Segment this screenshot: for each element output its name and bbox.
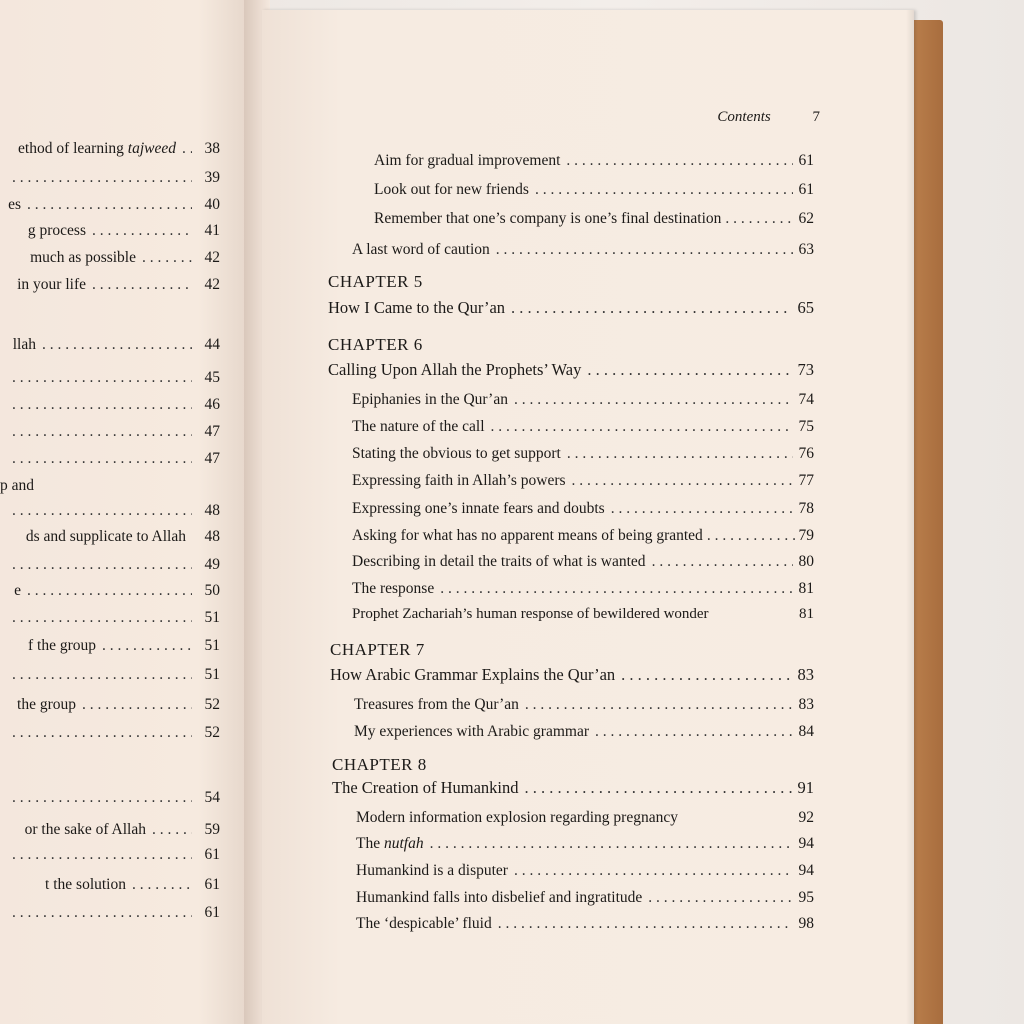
entry-page: 49 (204, 556, 220, 573)
entry-page: 65 (797, 298, 814, 317)
entry-title-italic: nutfah (383, 835, 424, 852)
entry-title: Expressing faith in Allah’s powers (352, 472, 566, 489)
entry-title: p and (0, 477, 35, 494)
page-edge-shadow (906, 10, 914, 1024)
entry-page: 83 (798, 696, 814, 713)
entry-page: 54 (204, 789, 220, 806)
entry-page: 61 (798, 181, 814, 198)
toc-entry (28, 222, 220, 240)
entry-page: 94 (798, 835, 814, 852)
toc-entry (374, 152, 814, 170)
entry-title: ethod of learning (18, 140, 128, 157)
entry-title: in your life (17, 276, 86, 293)
entry-title: Humankind falls into disbelief and ingratitude (356, 889, 643, 906)
entry-title: es (8, 196, 21, 213)
chapter-heading: CHAPTER 6 (328, 335, 423, 354)
entry-page: 46 (204, 396, 220, 413)
entry-page: 47 (204, 450, 220, 467)
toc-entry (352, 580, 814, 598)
toc-entry (352, 527, 814, 545)
entry-page: 78 (798, 500, 814, 517)
entry-title: Describing in detail the traits of what is wanted (352, 553, 646, 570)
entry-title: Aim for gradual improvement (374, 152, 561, 169)
toc-entry (18, 140, 220, 158)
entry-title: Asking for what has no apparent means of being granted (352, 527, 703, 544)
entry-page: 62 (798, 210, 814, 227)
toc-entry (328, 360, 814, 380)
entry-page: 81 (799, 606, 814, 622)
entry-title: Remember that one’s company is one’s final destination (374, 210, 722, 227)
entry-page: 81 (798, 580, 814, 597)
toc-entry (352, 606, 814, 623)
entry-page: 92 (798, 809, 814, 826)
entry-page: 48 (204, 502, 220, 519)
entry-page: 83 (797, 665, 814, 684)
chapter-heading: CHAPTER 7 (330, 640, 425, 659)
entry-page: 98 (798, 915, 814, 932)
entry-page: 50 (204, 582, 220, 599)
entry-title: How I Came to the Qur’an (328, 298, 506, 317)
entry-title: My experiences with Arabic grammar (354, 723, 589, 740)
toc-entry (352, 445, 814, 463)
toc-entry (352, 472, 814, 490)
entry-title: Stating the obvious to get support (352, 445, 561, 462)
toc-entry (374, 181, 814, 199)
toc-entry (6, 369, 220, 387)
toc-entry (354, 723, 814, 741)
entry-title: f the group (27, 637, 96, 654)
toc-entry (6, 502, 220, 520)
toc-entry (13, 336, 220, 354)
entry-title: the group (17, 696, 76, 713)
entry-page: 91 (797, 778, 814, 797)
entry-page: 52 (204, 696, 220, 713)
toc-entry (352, 500, 814, 518)
toc-entry (30, 249, 220, 267)
entry-page: 76 (798, 445, 814, 462)
entry-title: Epiphanies in the Qur’an (352, 391, 508, 408)
toc-entry (14, 582, 220, 600)
entry-title: g process (27, 222, 86, 239)
toc-entry (6, 904, 220, 922)
entry-title-italic: tajweed (127, 140, 176, 157)
toc-entry (330, 665, 814, 685)
toc-entry (352, 241, 814, 259)
entry-title: The response (352, 580, 435, 597)
entry-page: 47 (204, 423, 220, 440)
toc-entry (8, 196, 220, 214)
toc-entry (328, 298, 814, 318)
entry-page: 51 (204, 609, 220, 626)
entry-page: 94 (798, 862, 814, 879)
toc-entry (356, 915, 814, 933)
toc-entry (6, 846, 220, 864)
entry-title: The (356, 835, 384, 852)
entry-page: 38 (204, 140, 220, 157)
entry-page: 61 (204, 846, 220, 863)
left-page (0, 0, 248, 1024)
entry-title: Prophet Zachariah’s human response of bewildered wonder (352, 606, 709, 622)
entry-page: 51 (204, 666, 220, 683)
entry-page: 42 (204, 276, 220, 293)
entry-page: 75 (798, 418, 814, 435)
entry-page: 40 (204, 196, 220, 213)
entry-page: 52 (204, 724, 220, 741)
toc-entry (6, 396, 220, 414)
entry-title: Expressing one’s innate fears and doubts (352, 500, 605, 517)
entry-title: llah (12, 336, 36, 353)
toc-entry (6, 724, 220, 742)
entry-title: much as possible (30, 249, 136, 266)
entry-page: 73 (797, 360, 814, 379)
entry-title: The nature of the call (352, 418, 485, 435)
toc-entry (6, 609, 220, 627)
toc-entry (17, 696, 220, 714)
toc-entry (28, 637, 220, 655)
entry-title: t the solution (45, 876, 126, 893)
entry-page: 79 (798, 527, 814, 544)
toc-entry (352, 418, 814, 436)
toc-entry (6, 423, 220, 441)
page-number: 7 (812, 109, 820, 125)
toc-entry (352, 391, 814, 409)
entry-title: e (14, 582, 21, 599)
page-header (717, 109, 820, 126)
entry-title: Humankind is a disputer (356, 862, 508, 879)
toc-entry (6, 169, 220, 187)
entry-title: The ‘despicable’ fluid (356, 915, 492, 932)
toc-entry (6, 666, 220, 684)
entry-title: or the sake of Allah (24, 821, 146, 838)
entry-page: 39 (204, 169, 220, 186)
entry-title: The Creation of Humankind (332, 778, 519, 797)
toc-entry (352, 553, 814, 571)
right-page (262, 10, 914, 1024)
entry-page: 51 (204, 637, 220, 654)
toc-entry (17, 276, 220, 294)
toc-entry (6, 450, 220, 468)
entry-page: 74 (798, 391, 814, 408)
entry-page: 80 (798, 553, 814, 570)
entry-page: 61 (204, 904, 220, 921)
entry-page: 84 (798, 723, 814, 740)
entry-page: 61 (798, 152, 814, 169)
entry-title: A last word of caution (352, 241, 490, 258)
entry-title: How Arabic Grammar Explains the Qur’an (330, 665, 616, 684)
toc-entry (374, 210, 814, 228)
entry-title: Look out for new friends (374, 181, 529, 198)
toc-entry (354, 696, 814, 714)
entry-title: Treasures from the Qur’an (354, 696, 519, 713)
chapter-heading: CHAPTER 8 (332, 755, 427, 774)
entry-page: 44 (204, 336, 220, 353)
entry-page: 48 (204, 528, 220, 545)
running-header: Contents (717, 109, 771, 125)
entry-page: 42 (204, 249, 220, 266)
entry-page: 95 (798, 889, 814, 906)
entry-page: 59 (204, 821, 220, 838)
toc-entry (45, 876, 220, 894)
toc-entry (26, 528, 220, 546)
entry-page: 61 (204, 876, 220, 893)
toc-entry (356, 862, 814, 880)
toc-entry (6, 556, 220, 574)
chapter-heading: CHAPTER 5 (328, 272, 423, 291)
toc-entry (332, 778, 814, 798)
toc-entry (356, 889, 814, 907)
entry-page: 77 (798, 472, 814, 489)
toc-entry (25, 821, 220, 839)
entry-title: Modern information explosion regarding pregnancy (356, 809, 678, 826)
entry-page: 45 (204, 369, 220, 386)
toc-entry (356, 835, 814, 853)
entry-page: 63 (798, 241, 814, 258)
entry-title: ds and supplicate to Allah (25, 528, 186, 545)
entry-title: Calling Upon Allah the Prophets’ Way (328, 360, 582, 379)
toc-entry (356, 809, 814, 827)
toc-entry (6, 789, 220, 807)
entry-page: 41 (204, 222, 220, 239)
